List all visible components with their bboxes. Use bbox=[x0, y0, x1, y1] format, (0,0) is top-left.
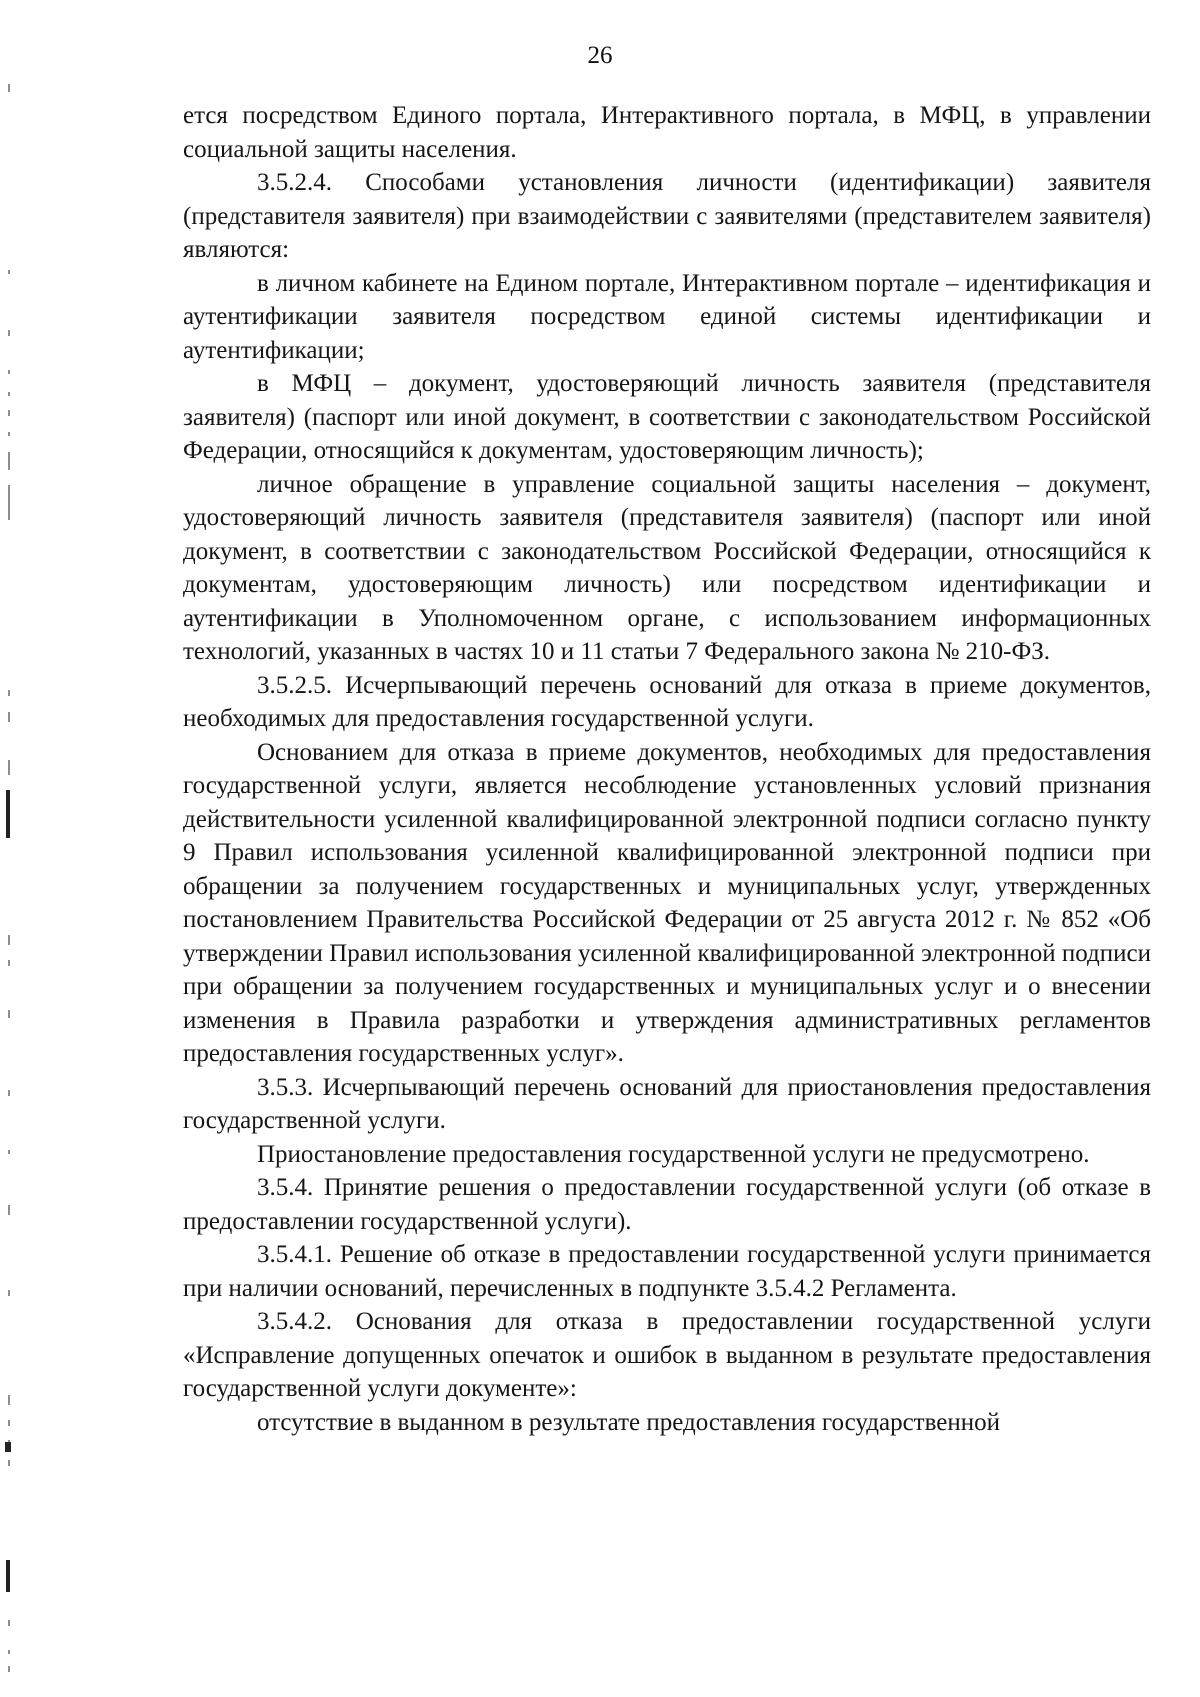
paragraph: ется посредством Единого портала, Интерактивного портала, в МФЦ, в управлении социальной защиты населения. bbox=[183, 102, 1151, 163]
paragraph: отсутствие в выданном в результате предоставления государственной bbox=[257, 1408, 1000, 1436]
paragraph: Основанием для отказа в приеме документов, необходимых для предоставления государственной услуги, является несоблюдение установленных условий признания действительности усиленной квалифицированной электронной подписи согласно пункту 9 Правил использования усиленной квалифицированной электронной подписи при обращении за получением государственных и муниципальных услуг, утвержденных постановлением Правительства Российской Федерации от 25 августа 2012 г. № 852 «Об утверждении Правил использования усиленной квалифицированной электронной подписи при обращении за получением государственных и муниципальных услуг и о внесении изменения в Правила разработки и утверждения административных регламентов предоставления государственных услуг». bbox=[183, 738, 1151, 1067]
paragraph: 3.5.2.4. Способами установления личности (идентификации) заявителя (представителя заявителя) при взаимодействии с заявителями (представителем заявителя) являются: bbox=[183, 169, 1151, 263]
scan-margin-marks-graphic bbox=[0, 0, 20, 1697]
paragraph: 3.5.2.5. Исчерпывающий перечень оснований для отказа в приеме документов, необходимых для предоставления государственной услуги. bbox=[183, 671, 1151, 732]
scan-margin-marks bbox=[0, 0, 20, 1697]
paragraph: 3.5.4.2. Основания для отказа в предоставлении государственной услуги «Исправление допущенных опечаток и ошибок в выданном в результате предоставления государственной услуги документе»: bbox=[183, 1308, 1151, 1402]
paragraph: 3.5.4.1. Решение об отказе в предоставлении государственной услуги принимается при наличии оснований, перечисленных в подпункте 3.5.4.2 Регламента. bbox=[183, 1241, 1151, 1302]
paragraph: 3.5.3. Исчерпывающий перечень оснований для приостановления предоставления государственной услуги. bbox=[183, 1073, 1151, 1134]
paragraph: в МФЦ – документ, удостоверяющий личность заявителя (представителя заявителя) (паспорт или иной документ, в соответствии с законодательством Российской Федерации, относящийся к документам, удостоверяющим личность); bbox=[183, 370, 1151, 464]
document-body bbox=[183, 99, 1151, 1439]
paragraph: Приостановление предоставления государственной услуги не предусмотрено. bbox=[257, 1140, 1090, 1168]
paragraph: личное обращение в управление социальной защиты населения – документ, удостоверяющий личность заявителя (представителя заявителя) (паспорт или иной документ, в соответствии с законодательством Российской Федерации, относящийся к документам, удостоверяющим личность) или посредством идентификации и аутентификации в Уполномоченном органе, с использованием информационных технологий, указанных в частях 10 и 11 статьи 7 Федерального закона № 210-ФЗ. bbox=[183, 470, 1151, 665]
paragraph: в личном кабинете на Едином портале, Интерактивном портале – идентификация и аутентификации заявителя посредством единой системы идентификации и аутентификации; bbox=[183, 269, 1151, 364]
paragraph: 3.5.4. Принятие решения о предоставлении государственной услуги (об отказе в предоставлении государственной услуги). bbox=[183, 1174, 1151, 1235]
page-number: 26 bbox=[587, 42, 613, 69]
